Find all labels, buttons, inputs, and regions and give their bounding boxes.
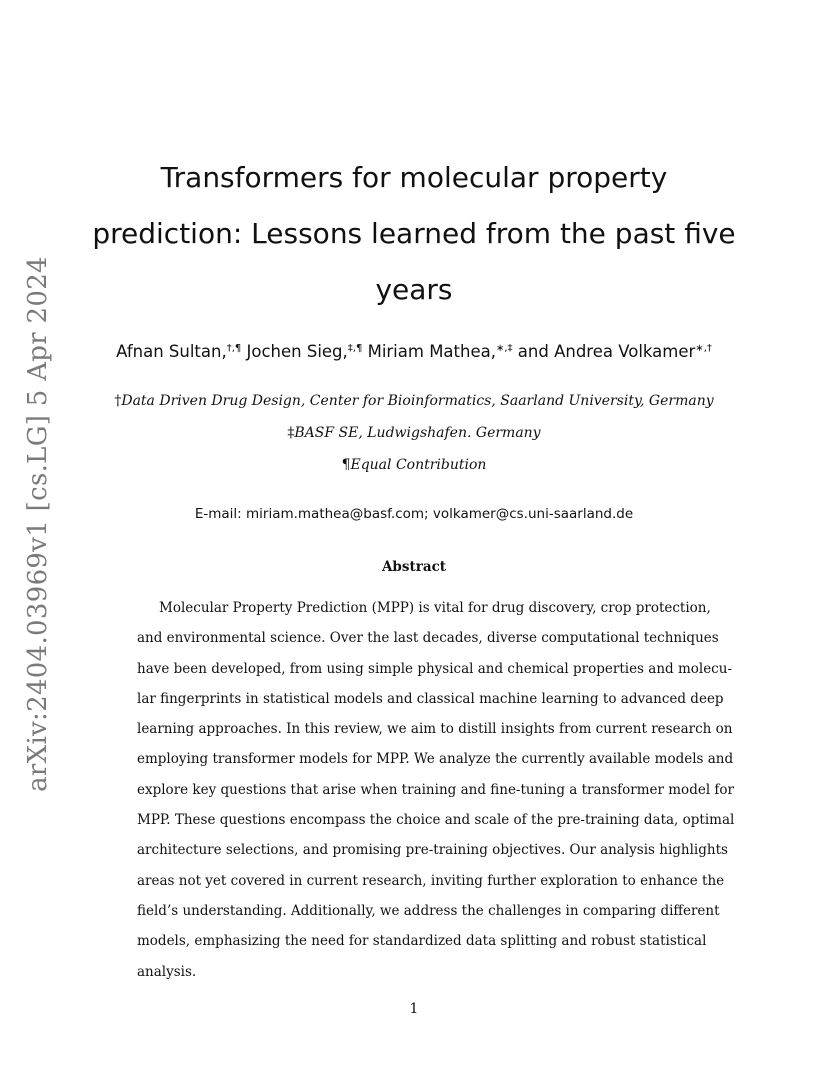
arxiv-identifier: arXiv:2404.03969v1 [cs.LG] 5 Apr 2024 [23,256,53,792]
affiliation [60,423,768,443]
author-marks: ‡,¶ [347,343,363,354]
author-list [60,339,768,365]
abstract-line: architecture selections, and promising pre-training objectives. Our analysis highlights [137,842,728,859]
abstract-line: learning approaches. In this review, we aim to distill insights from current research on [137,721,733,738]
abstract-line: and environmental science. Over the last decades, diverse computational techniques [137,630,719,647]
affiliation-mark: ‡ [287,425,295,441]
title-line: prediction: Lessons learned from the past five [92,217,736,250]
abstract-line: Molecular Property Prediction (MPP) is vital for drug discovery, crop protection, [159,600,711,616]
abstract-line: explore key questions that arise when training and fine-tuning a transformer model for [137,781,735,798]
author-marks: †,¶ [226,343,242,354]
affiliation-text: Equal Contribution [350,457,487,473]
affiliation-mark: † [114,393,122,409]
author-marks: ∗,‡ [495,343,513,354]
abstract-line: areas not yet covered in current research, inviting further exploration to enhance the [137,872,725,889]
page-number: 1 [409,1001,419,1017]
abstract-line: analysis. [137,963,197,980]
abstract-line: MPP. These questions encompass the choice and scale of the pre-training data, optimal [137,812,735,829]
paper-title [80,150,748,318]
affiliation [60,455,768,475]
title-line: Transformers for molecular property [160,161,668,194]
author-marks: ∗,† [695,343,712,354]
author-name: Miriam Mathea, [367,342,496,361]
author-name: Jochen Sieg, [246,342,348,361]
abstract-line: employing transformer models for MPP. We analyze the currently available models and [137,751,734,768]
abstract-heading: Abstract [381,559,447,575]
abstract-body [137,593,735,987]
affiliation-mark: ¶ [341,457,351,473]
author-name: Afnan Sultan, [116,342,227,361]
author-name: and Andrea Volkamer [517,342,696,361]
abstract-line: lar fingerprints in statistical models and classical machine learning to advanced deep [137,690,724,707]
abstract-line: have been developed, from using simple physical and chemical properties and molecu- [137,660,733,677]
affiliation-text: BASF SE, Ludwigshafen. Germany [294,425,541,441]
abstract-line: models, emphasizing the need for standardized data splitting and robust statistical [137,933,707,950]
contact-email: E-mail: miriam.mathea@basf.com; volkamer@cs.uni-saarland.de [194,506,634,522]
abstract-line: field’s understanding. Additionally, we address the challenges in comparing different [137,902,720,919]
title-line: years [375,273,453,306]
affiliation [60,391,768,411]
affiliation-text: Data Driven Drug Design, Center for Bioinformatics, Saarland University, Germany [121,393,714,409]
